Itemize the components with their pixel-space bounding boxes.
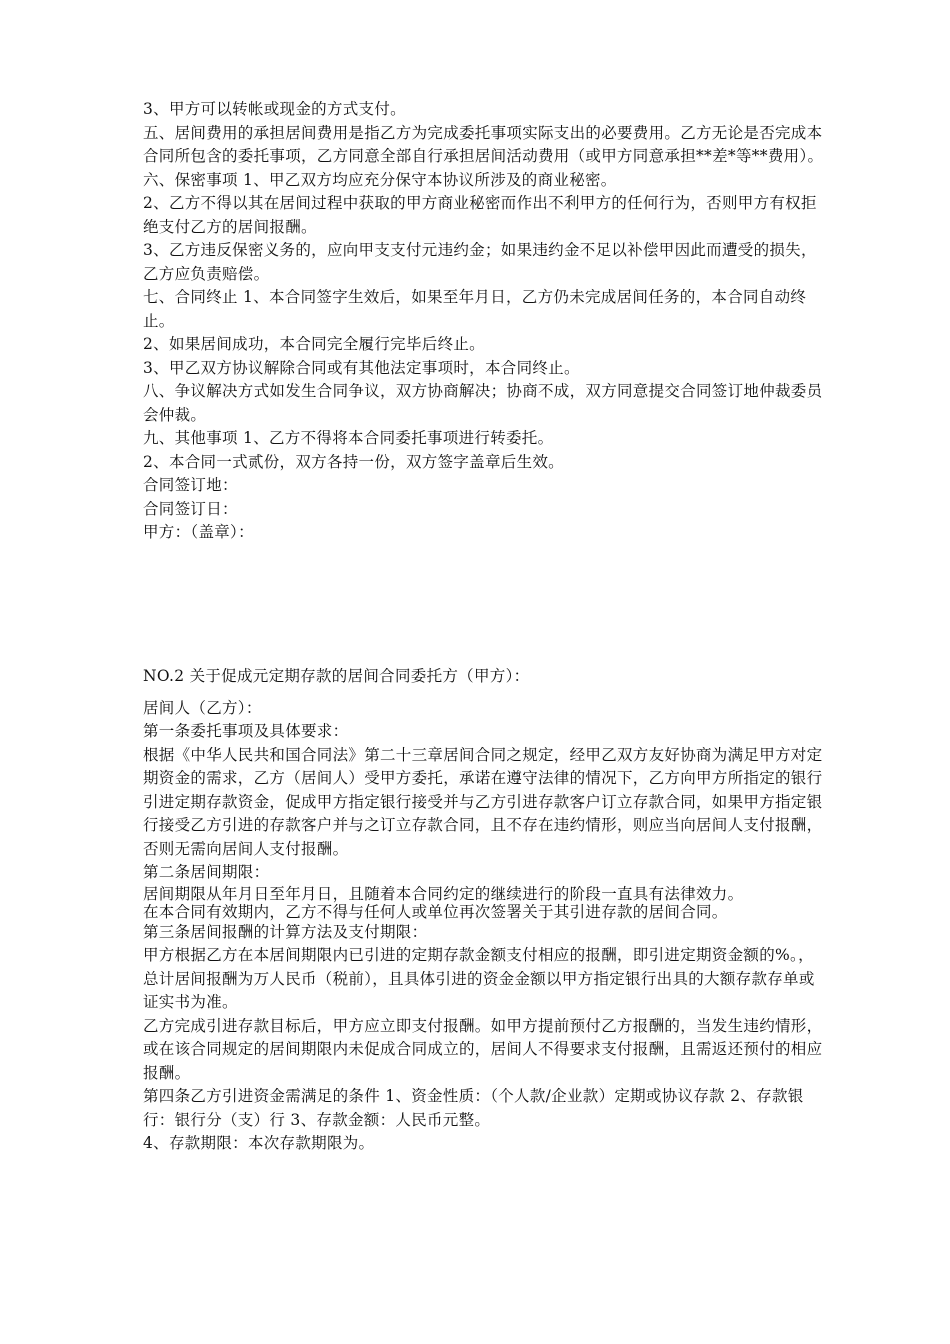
signing-place: 合同签订地： bbox=[143, 476, 238, 494]
clause-termination-3: 3、甲乙双方协议解除合同或有其他法定事项时，本合同终止。 bbox=[143, 358, 580, 377]
party-a-seal: 甲方：（盖章）： bbox=[143, 523, 254, 541]
article-4-item-4: 4、存款期限：本次存款期限为。 bbox=[143, 1134, 375, 1152]
clause-confidentiality-3: 3、乙方违反保密义务的，应向甲支支付元违约金；如果违约金不足以补偿甲因此而遭受的损失，乙方应负责赔偿。 bbox=[143, 241, 817, 283]
contract-heading: NO.2 关于促成元定期存款的居间合同委托方（甲方）： bbox=[143, 667, 530, 685]
clause-other-1: 九、其他事项 1、乙方不得将本合同委托事项进行转委托。 bbox=[143, 429, 554, 447]
contract-section-2 bbox=[143, 665, 829, 1156]
article-2-title: 第二条居间期限： bbox=[143, 863, 270, 881]
article-3-body-1: 甲方根据乙方在本居间期限内已引进的定期存款金额支付相应的报酬，即引进定期资金额的%。，总计居间报酬为万人民币（税前），且具体引进的资金金额以甲方指定银行出具的大额存款存单或证实书为准。 bbox=[143, 946, 815, 1011]
article-1-body: 根据《中华人民共和国合同法》第二十三章居间合同之规定，经甲乙双方友好协商为满足甲方对定期资金的需求，乙方（居间人）受甲方委托，承诺在遵守法律的情况下，乙方向甲方所指定的银行引进定期存款资金，促成甲方指定银行接受并与乙方引进存款客户订立存款合同，如果甲方指定银行接受乙方引进的存款客户并与之订立存款合同，且不存在违约情形，则应当向居间人支付报酬，否则无需向居间人支付报酬。 bbox=[143, 745, 823, 858]
signing-date: 合同签订日： bbox=[143, 499, 238, 518]
intermediary-party: 居间人（乙方）： bbox=[143, 698, 262, 717]
clause-confidentiality-2: 2、乙方不得以其在居间过程中获取的甲方商业秘密而作出不利甲方的任何行为，否则甲方有权拒绝支付乙方的居间报酬。 bbox=[143, 194, 817, 236]
clause-termination-1: 七、合同终止 1、本合同签字生效后，如果至年月日，乙方仍未完成居间任务的，本合同自动终止。 bbox=[143, 288, 807, 330]
article-1-title: 第一条委托事项及具体要求： bbox=[143, 722, 349, 740]
clause-other-2: 2、本合同一式贰份，双方各持一份，双方签字盖章后生效。 bbox=[143, 452, 564, 471]
article-3-title: 第三条居间报酬的计算方法及支付期限： bbox=[143, 922, 428, 941]
contract-section-1 bbox=[143, 98, 829, 545]
clause-payment-method: 3、甲方可以转帐或现金的方式支付。 bbox=[143, 100, 406, 118]
clause-dispute-resolution: 八、争议解决方式如发生合同争议，双方协商解决；协商不成，双方同意提交合同签订地仲裁委员会仲裁。 bbox=[143, 382, 823, 424]
clause-termination-2: 2、如果居间成功，本合同完全履行完毕后终止。 bbox=[143, 335, 485, 353]
article-4: 第四条乙方引进资金需满足的条件 1、资金性质：（个人款/企业款）定期或协议存款 2、存款银行：银行分（支）行 3、存款金额：人民币元整。 bbox=[143, 1087, 804, 1129]
clause-intermediary-expenses: 五、居间费用的承担居间费用是指乙方为完成委托事项实际支出的必要费用。乙方无论是否完成本合同所包含的委托事项，乙方同意全部自行承担居间活动费用（或甲方同意承担**差*等**费用）。 bbox=[143, 123, 824, 165]
article-2-line-1: 居间期限从年月日至年月日，且随着本合同约定的继续进行的阶段一直具有法律效力。 bbox=[143, 884, 744, 903]
article-2-line-2: 在本合同有效期内，乙方不得与任何人或单位再次签署关于其引进存款的居间合同。 bbox=[143, 902, 728, 921]
clause-confidentiality-1: 六、保密事项 1、甲乙双方均应充分保守本协议所涉及的商业秘密。 bbox=[143, 170, 617, 189]
article-3-body-2: 乙方完成引进存款目标后，甲方应立即支付报酬。如甲方提前预付乙方报酬的，当发生违约情形，或在该合同规定的居间期限内未促成合同成立的，居间人不得要求支付报酬，且需返还预付的相应报酬。 bbox=[143, 1016, 823, 1082]
